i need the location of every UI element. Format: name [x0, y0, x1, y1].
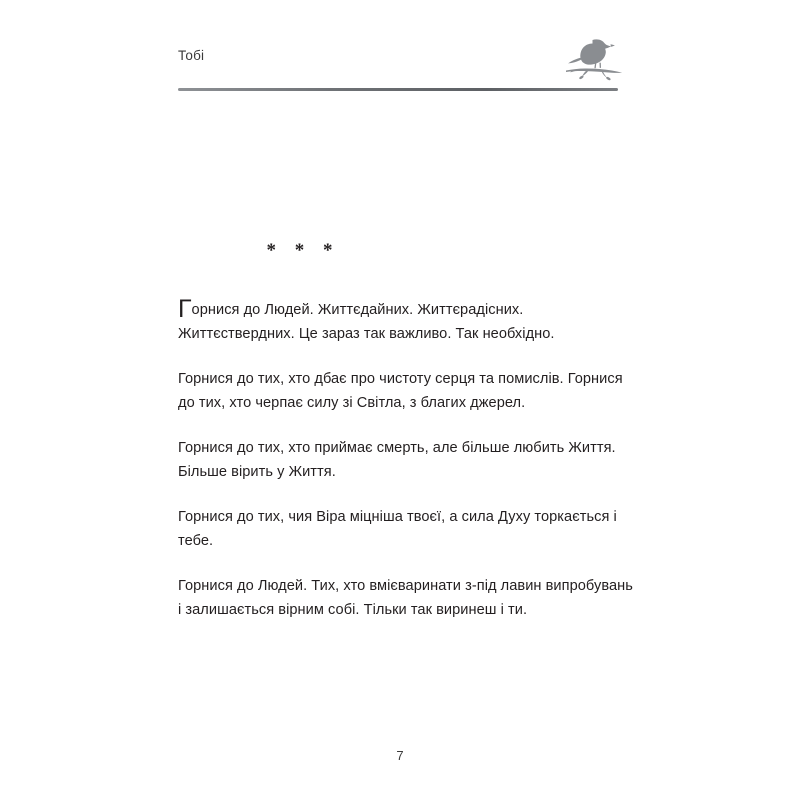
page-number: 7 [396, 748, 404, 763]
paragraph [178, 295, 638, 346]
drop-cap: Г [178, 295, 192, 323]
paragraph [178, 368, 638, 415]
paragraph [178, 575, 638, 622]
paragraph-text: Горнися до тих, хто дбає про чистоту серця та помислів. Горнися до тих, хто черпає силу зі Світла, з благих джерел. [178, 371, 623, 411]
paragraph [178, 437, 638, 484]
paragraph-text: Горнися до Людей. Тих, хто вмієваринати з-під лавин випробувань і залишається вірним собі. Тільки так виринеш і ти. [178, 578, 633, 618]
paragraph [178, 506, 638, 553]
page-header [178, 30, 618, 100]
bird-on-branch-icon [548, 27, 628, 95]
paragraph-text: Горнися до тих, чия Віра міцніша твоєї, а сила Духу торкається і тебе. [178, 509, 617, 549]
page-body [178, 240, 638, 622]
paragraph-text: Горнися до тих, хто приймає смерть, але більше любить Життя. Більше вірить у Життя. [178, 440, 616, 480]
section-divider: * * * [266, 240, 340, 261]
running-head: Тобі [178, 48, 205, 63]
paragraph-text: орнися до Людей. Життєдайних. Життєрадісних. Життєствердних. Це зараз так важливо. Так необхідно. [178, 302, 555, 342]
